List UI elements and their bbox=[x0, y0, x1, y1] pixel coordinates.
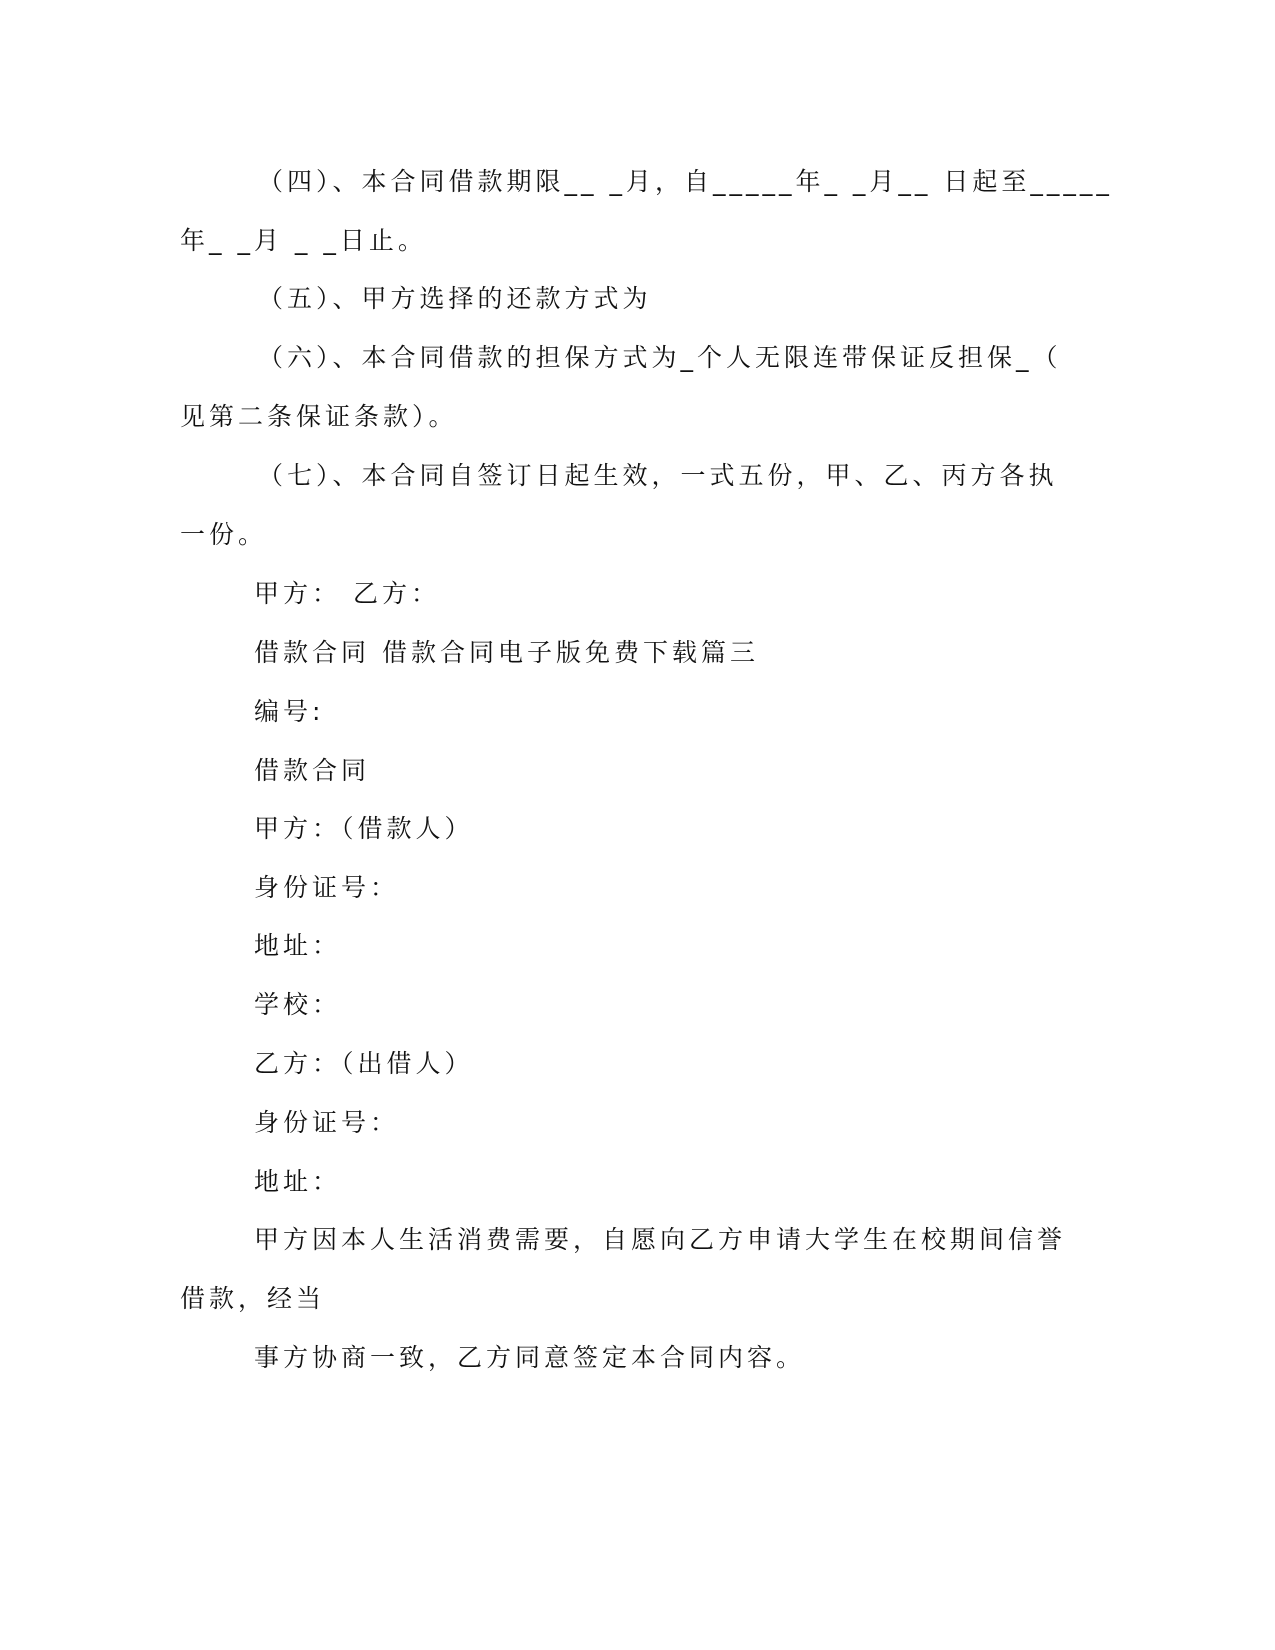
body-paragraph-line-2: 借款，经当 bbox=[180, 1284, 326, 1313]
contract-title: 借款合同 bbox=[254, 756, 371, 785]
number-label: 编号: bbox=[254, 697, 325, 726]
clause-7-line-1: （七）、本合同自签订日起生效，一式五份，甲、乙、丙方各执 bbox=[258, 461, 1058, 490]
body-paragraph-line-1: 甲方因本人生活消费需要，自愿向乙方申请大学生在校期间信誉 bbox=[254, 1225, 1067, 1254]
party-a-address-label: 地址： bbox=[254, 931, 342, 960]
clause-6-line-2: 见第二条保证条款）。 bbox=[180, 402, 458, 431]
party-b-id-label: 身份证号： bbox=[254, 1108, 400, 1137]
clause-6-line-1: （六）、本合同借款的担保方式为_个人无限连带保证反担保_（ bbox=[258, 343, 1062, 372]
party-a-school-label: 学校： bbox=[254, 990, 342, 1019]
party-a-id-label: 身份证号： bbox=[254, 873, 400, 902]
clause-5: （五）、甲方选择的还款方式为 bbox=[258, 284, 652, 313]
clause-4-line-1: （四）、本合同借款期限__ _月，自_____年_ _月__ 日起至_____ bbox=[258, 167, 1113, 196]
party-b-label: 乙方：（出借人） bbox=[254, 1049, 474, 1078]
section-heading: 借款合同 借款合同电子版免费下载篇三 bbox=[254, 638, 759, 667]
body-paragraph-line-3: 事方协商一致，乙方同意签定本合同内容。 bbox=[254, 1343, 806, 1372]
clause-4-line-2: 年_ _月 _ _日止。 bbox=[180, 226, 427, 255]
signature-parties: 甲方： 乙方： bbox=[254, 579, 440, 608]
party-b-address-label: 地址： bbox=[254, 1167, 342, 1196]
party-a-label: 甲方：（借款人） bbox=[254, 814, 474, 843]
clause-7-line-2: 一份。 bbox=[180, 520, 268, 549]
